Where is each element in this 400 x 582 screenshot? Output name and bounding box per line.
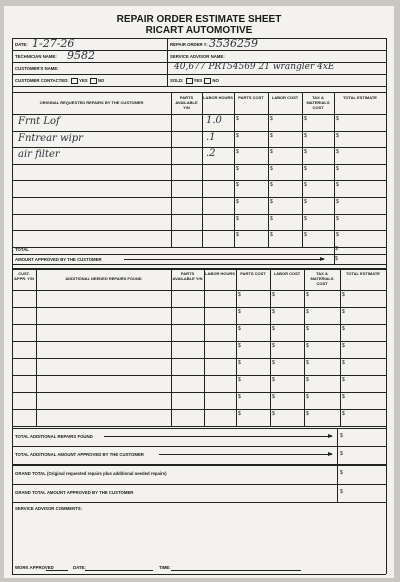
- original-cell-dollar: $: [270, 232, 273, 239]
- additional-cell-dollar: $: [238, 377, 241, 383]
- approved-arrow: [124, 259, 324, 260]
- original-cell-dollar: $: [304, 182, 307, 189]
- vehicle-note: 40,677 PRT54569 21 wrangler 4xE: [174, 62, 335, 72]
- original-cell-dollar: $: [304, 199, 307, 205]
- additional-cell-dollar: $: [342, 394, 345, 400]
- additional-cell-dollar: $: [306, 377, 309, 383]
- sold-yes-checkbox[interactable]: [186, 78, 193, 84]
- footer-date-label: DATE:: [73, 565, 86, 570]
- additional-cell-dollar: $: [272, 394, 275, 400]
- grand-total-label: GRAND TOTAL (Original requested repairs plus additional needed repairs): [15, 471, 167, 476]
- additional-cell-dollar: $: [272, 411, 275, 417]
- total-dollar: $: [335, 246, 338, 252]
- original-header-6: TOTAL ESTIMATE: [343, 95, 377, 100]
- contacted-no-checkbox[interactable]: [90, 78, 97, 84]
- frame-right: [386, 38, 387, 574]
- total-additional-found-label: TOTAL ADDITIONAL REPAIRS FOUND: [15, 434, 93, 439]
- repair-order-value: 3536259: [209, 37, 258, 50]
- work-approved-label: WORK APPROVED: [15, 565, 54, 570]
- original-cell-dollar: $: [336, 199, 339, 205]
- additional-header-0: CUST. APPR. Y/N: [14, 271, 34, 281]
- original-cell-dollar: $: [304, 165, 307, 172]
- date-value: 1-27-26: [32, 37, 75, 50]
- original-header-2: LABOR HOURS: [203, 95, 233, 100]
- original-cell-dollar: $: [270, 199, 273, 205]
- additional-cell-dollar: $: [272, 360, 275, 366]
- additional-cell-dollar: $: [238, 343, 241, 349]
- sheet-title: REPAIR ORDER ESTIMATE SHEET: [116, 14, 282, 25]
- original-cell-dollar: $: [270, 149, 273, 156]
- technician-label: TECHNICIAN NAME:: [15, 54, 57, 59]
- customer-contacted: CUSTOMER CONTACTED: YES NO: [15, 78, 105, 84]
- original-cell-dollar: $: [236, 116, 239, 122]
- comments-label: SERVICE ADVISOR COMMENTS:: [15, 506, 83, 511]
- repair-order-label: REPAIR ORDER #:: [170, 42, 208, 47]
- original-header-4: LABOR COST: [271, 95, 299, 100]
- additional-cell-dollar: $: [238, 394, 241, 400]
- additional-cell-dollar: $: [306, 360, 309, 366]
- original-cell-dollar: $: [236, 215, 239, 222]
- estimate-sheet: REPAIR ORDER ESTIMATE SHEET RICART AUTOMOTIVE DATE: 1-27-26 REPAIR ORDER #: 3536259 TECHNICIAN NAME: 9582 SERVICE ADVISOR NAME: CUSTOMER'S NAME: 40,677 PRT54569 21 wrangler 4xE CUSTOMER CONTACTED: YES NO SOLD: YES NO ORIGINAL REQUESTED REPAIRS BY THE CUSTOMER PARTS AVAILABLE Y/N LABOR HOURS PARTS COST LABOR COST TAX & MATERIALS COST TOTAL ESTIMATE $ $ $ $ $ $ $ $ $ $ $ $ $ $ $ $ $ $ $ $ $ $ $ $ $ $ $ $ $ $ $ $ Frnt Lof 1.0 Fntrear wipr .1 air filter .2 TOTAL AMOUNT APPROVED BY THE CUSTOMER $ $ CUST. APPR. Y/N ADDITIONAL NEEDED REPAIRS FOUND PARTS AVAILABLE Y/N LABOR HOURS PARTS COST LABOR COST TAX & MATERIALS COST TOTAL ESTIMATE $ $ $ $ $ $ $ $ $ $ $ $ $ $ $ $ $ $ $ $ $ $ $ $ $ $ $ $ $ $ $ $ TOTAL ADDITIONAL REPAIRS FOUND $ TOTAL ADDITIONAL AMOUNT APPROVED BY THE CUSTOMER $ GRAND TOTAL (Original requested repairs plus additional needed repairs) $ GRAND TOTAL AMOUNT APPROVED BY THE CUSTOMER $ SERVICE ADVISOR COMMENTS: WORK APPROVED DATE: TIME:: [4, 6, 394, 578]
- original-cell-dollar: $: [236, 132, 239, 139]
- additional-header-5: LABOR COST: [273, 271, 301, 276]
- additional-cell-dollar: $: [238, 292, 241, 298]
- additional-cell-dollar: $: [306, 411, 309, 417]
- original-cell-dollar: $: [270, 132, 273, 139]
- original-cell-dollar: $: [304, 149, 307, 156]
- additional-approved-arrow: [159, 454, 332, 455]
- total-additional-approved-label: TOTAL ADDITIONAL AMOUNT APPROVED BY THE CUSTOMER: [15, 452, 144, 457]
- additional-cell-dollar: $: [238, 411, 241, 417]
- comments-area[interactable]: [13, 513, 386, 558]
- service-advisor-label: SERVICE ADVISOR NAME:: [170, 54, 225, 59]
- original-hours-0: 1.0: [206, 115, 222, 126]
- original-header-5: TAX & MATERIALS COST: [306, 95, 330, 110]
- original-header-0: ORIGINAL REQUESTED REPAIRS BY THE CUSTOMER: [39, 100, 144, 105]
- additional-cell-dollar: $: [272, 292, 275, 298]
- original-header-3: PARTS COST: [238, 95, 264, 100]
- additional-header-4: PARTS COST: [240, 271, 266, 276]
- additional-cell-dollar: $: [272, 343, 275, 349]
- original-cell-dollar: $: [336, 215, 339, 222]
- approved-label: AMOUNT APPROVED BY THE CUSTOMER: [15, 257, 102, 262]
- grand-total-approved-label: GRAND TOTAL AMOUNT APPROVED BY THE CUSTOMER: [15, 490, 134, 495]
- original-cell-dollar: $: [336, 165, 339, 172]
- original-cell-dollar: $: [304, 132, 307, 139]
- original-cell-dollar: $: [270, 215, 273, 222]
- customer-name-label: CUSTOMER'S NAME:: [15, 66, 59, 71]
- sold-field: SOLD: YES NO: [170, 78, 219, 84]
- additional-header-7: TOTAL ESTIMATE: [346, 271, 380, 276]
- original-cell-dollar: $: [336, 132, 339, 139]
- original-repair-1: Fntrear wipr: [18, 132, 83, 144]
- additional-cell-dollar: $: [342, 360, 345, 366]
- original-cell-dollar: $: [304, 215, 307, 222]
- original-hours-1: .1: [206, 131, 216, 143]
- additional-header-3: LABOR HOURS: [205, 271, 235, 276]
- original-cell-dollar: $: [270, 165, 273, 172]
- original-cell-dollar: $: [304, 232, 307, 239]
- original-hours-2: .2: [206, 148, 216, 160]
- additional-cell-dollar: $: [342, 309, 345, 315]
- additional-cell-dollar: $: [342, 411, 345, 417]
- original-cell-dollar: $: [304, 116, 307, 122]
- additional-header-1: ADDITIONAL NEEDED REPAIRS FOUND: [65, 276, 142, 281]
- frame-left: [12, 38, 13, 574]
- additional-cell-dollar: $: [306, 309, 309, 315]
- additional-cell-dollar: $: [272, 326, 275, 332]
- found-arrow: [104, 436, 332, 437]
- original-cell-dollar: $: [270, 182, 273, 189]
- additional-cell-dollar: $: [306, 343, 309, 349]
- original-cell-dollar: $: [236, 149, 239, 156]
- original-header-1: PARTS AVAILABLE Y/N: [175, 95, 198, 110]
- original-cell-dollar: $: [336, 182, 339, 189]
- technician-value: 9582: [67, 49, 95, 62]
- additional-header-2: PARTS AVAILABLE Y/N: [172, 271, 203, 281]
- sold-no-checkbox[interactable]: [204, 78, 211, 84]
- additional-cell-dollar: $: [342, 326, 345, 332]
- additional-cell-dollar: $: [342, 377, 345, 383]
- original-cell-dollar: $: [336, 149, 339, 156]
- total-label: TOTAL: [15, 247, 29, 252]
- original-repair-2: air filter: [18, 149, 60, 161]
- original-repair-0: Frnt Lof: [18, 116, 60, 127]
- original-cell-dollar: $: [236, 165, 239, 172]
- additional-cell-dollar: $: [306, 326, 309, 332]
- additional-cell-dollar: $: [238, 326, 241, 332]
- original-cell-dollar: $: [270, 116, 273, 122]
- original-cell-dollar: $: [236, 199, 239, 205]
- additional-cell-dollar: $: [238, 309, 241, 315]
- original-cell-dollar: $: [336, 116, 339, 122]
- additional-cell-dollar: $: [272, 309, 275, 315]
- original-cell-dollar: $: [236, 232, 239, 239]
- additional-cell-dollar: $: [238, 360, 241, 366]
- additional-header-6: TAX & MATERIALS COST: [310, 271, 334, 286]
- approved-dollar: $: [335, 256, 338, 262]
- original-cell-dollar: $: [236, 182, 239, 189]
- footer-time-label: TIME:: [159, 565, 171, 570]
- additional-cell-dollar: $: [342, 343, 345, 349]
- additional-cell-dollar: $: [272, 377, 275, 383]
- additional-cell-dollar: $: [342, 292, 345, 298]
- original-cell-dollar: $: [336, 232, 339, 239]
- additional-cell-dollar: $: [306, 394, 309, 400]
- additional-cell-dollar: $: [306, 292, 309, 298]
- contacted-yes-checkbox[interactable]: [71, 78, 78, 84]
- company-name: RICART AUTOMOTIVE: [145, 25, 253, 36]
- date-label: DATE:: [15, 42, 28, 47]
